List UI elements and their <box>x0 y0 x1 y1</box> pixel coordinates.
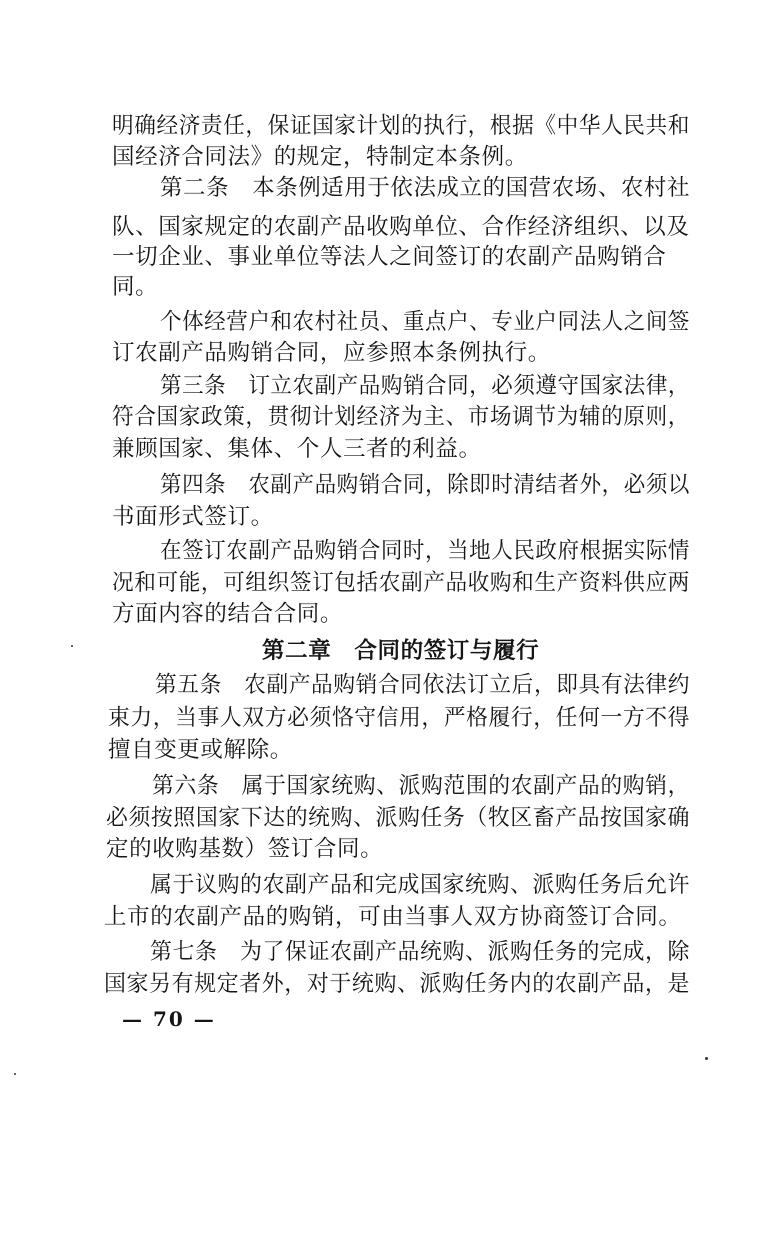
text-line: 第二条 本条例适用于依法成立的国营农场、农村社 <box>160 175 690 201</box>
text-line: 个体经营户和农村社员、重点户、专业户同法人之间签 <box>160 309 690 335</box>
text-line: 订农副产品购销合同，应参照本条例执行。 <box>112 340 551 366</box>
text-line: 上市的农副产品的购销，可由当事人双方协商签订合同。 <box>104 904 682 930</box>
text-line: 国经济合同法》的规定，特制定本条例。 <box>112 144 528 170</box>
text-line: 一切企业、事业单位等法人之间签订的农副产品购销合 <box>112 244 667 270</box>
text-line: 属于议购的农副产品和完成国家统购、派购任务后允许 <box>150 872 690 898</box>
page-number: — 70 — <box>122 1007 216 1031</box>
text-line: 队、国家规定的农副产品收购单位、合作经济组织、以及 <box>112 214 690 240</box>
text-line: 在签订农副产品购销合同时，当地人民政府根据实际情 <box>160 538 690 564</box>
text-line: 第四条 农副产品购销合同，除即时清结者外，必须以 <box>160 472 690 498</box>
text-line: 第七条 为了保证农副产品统购、派购任务的完成，除 <box>150 939 690 965</box>
text-line: 擅自变更或解除。 <box>108 737 293 763</box>
scan-speck <box>14 1073 16 1075</box>
text-line: 第三条 订立农副产品购销合同，必须遵守国家法律， <box>160 373 690 399</box>
text-line: 国家另有规定者外，对于统购、派购任务内的农副产品，是 <box>104 971 690 997</box>
text-line: 兼顾国家、集体、个人三者的利益。 <box>112 436 482 462</box>
scan-speck <box>705 1057 708 1060</box>
text-line: 符合国家政策，贯彻计划经济为主、市场调节为辅的原则， <box>112 404 690 430</box>
text-line: 定的收购基数）签订合同。 <box>106 836 384 862</box>
scan-speck <box>71 645 73 647</box>
text-line: 况和可能，可组织签订包括农副产品收购和生产资料供应两 <box>112 570 690 596</box>
text-line: 书面形式签订。 <box>112 504 274 530</box>
text-line: 方面内容的结合合同。 <box>112 601 344 627</box>
text-line: 必须按照国家下达的统购、派购任务（牧区畜产品按国家确 <box>106 805 690 831</box>
text-line: 束力，当事人双方必须恪守信用，严格履行，任何一方不得 <box>108 705 690 731</box>
text-line: 第五条 农副产品购销合同依法订立后，即具有法律约 <box>155 672 690 698</box>
text-line: 明确经济责任，保证国家计划的执行，根据《中华人民共和 <box>112 113 690 139</box>
chapter-heading: 第二章 合同的签订与履行 <box>262 638 540 664</box>
text-line: 第六条 属于国家统购、派购范围的农副产品的购销， <box>152 773 690 799</box>
text-line: 同。 <box>112 274 159 300</box>
